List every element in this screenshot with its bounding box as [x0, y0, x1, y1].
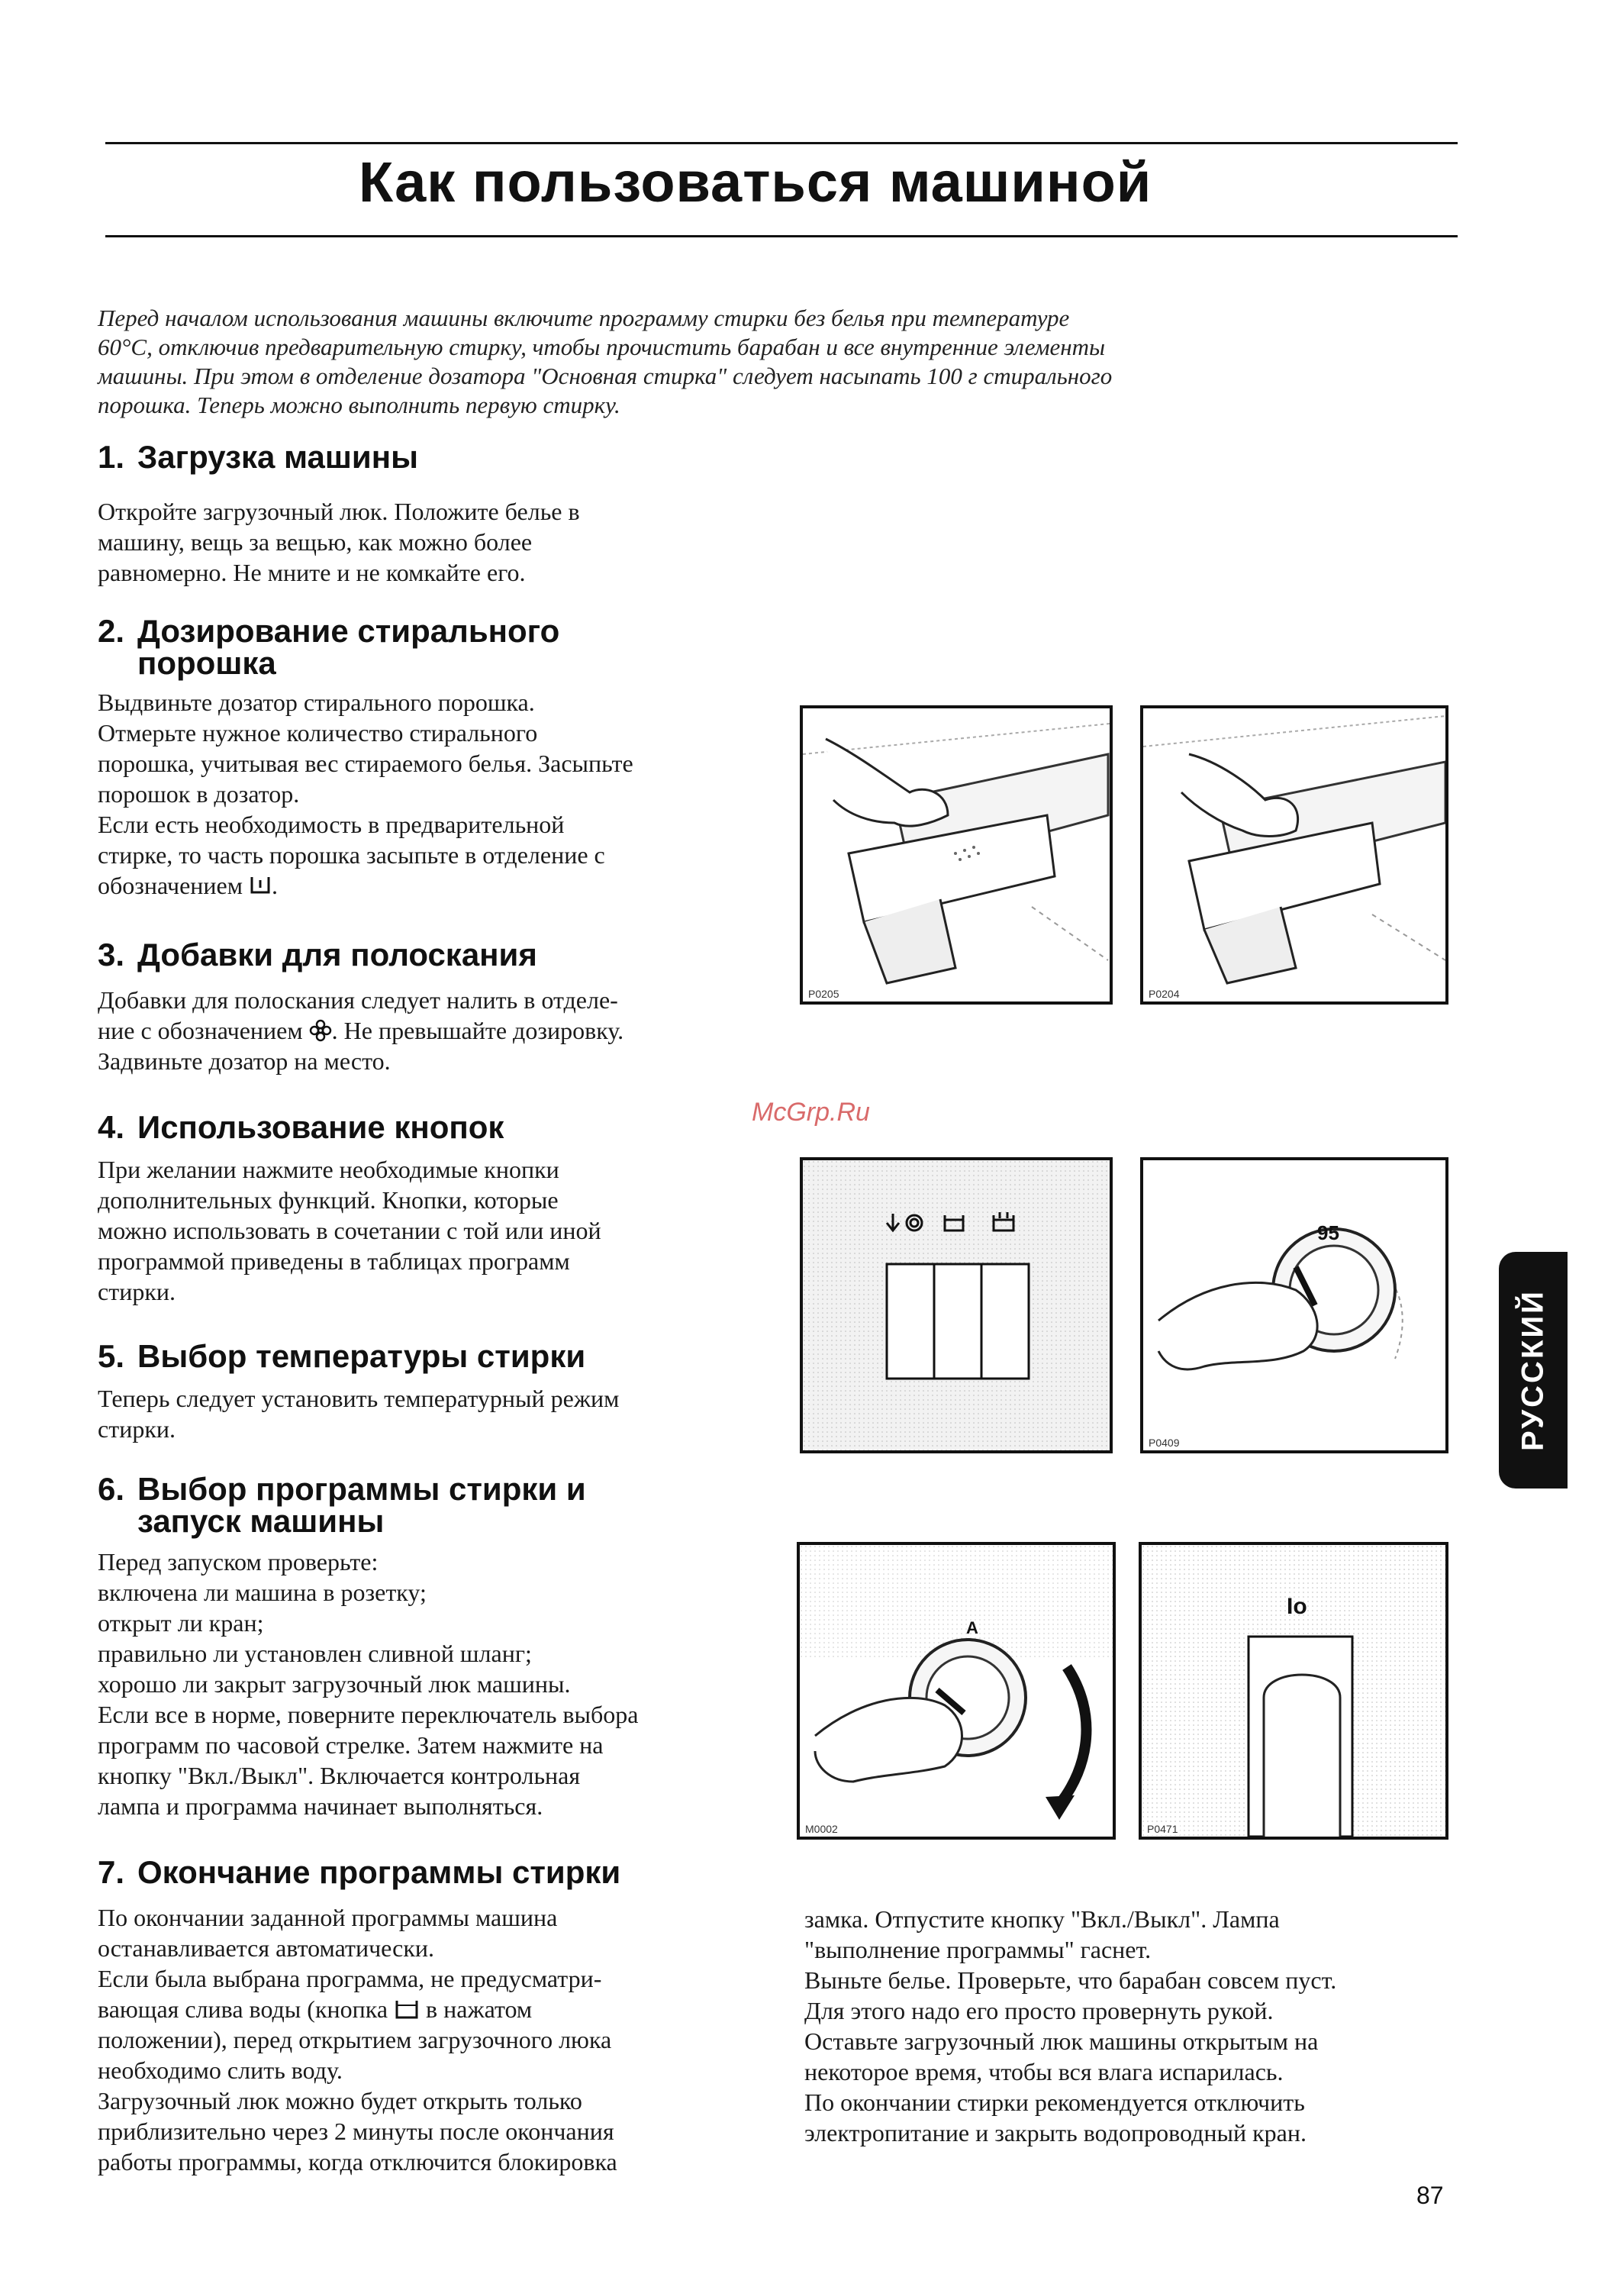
section-4-body: При желании нажмите необходимые кнопки дополнительных функций. Кнопки, которые можно использовать в сочетании с той или иной программой приведены в таблицах программ стирки.: [98, 1156, 601, 1305]
header-rule-top: [105, 142, 1458, 144]
section-7-right-column: замка. Отпустите кнопку "Вкл./Выкл". Лампа "выполнение программы" гаснет. Выньте белье. Проверьте, что барабан совсем пуст. Для этого надо его просто провернуть рукой. Оставьте загрузочный люк машины открытым на некоторое время, чтобы вся влага испарилась. По окончании стирки рекомендуется отключить электропитание и закрыть водопроводный кран.: [804, 1905, 1337, 2146]
page-number: 87: [1416, 2182, 1444, 2209]
dial-marking: 95: [1317, 1221, 1339, 1244]
header-rule-bottom: [105, 235, 1458, 237]
program-selector-drawing: [800, 1545, 1113, 1837]
figure-temperature-dial: [1140, 1157, 1448, 1453]
intro-paragraph: Перед началом использования машины включите программу стирки без белья при температуре 60°С, отключив предварительную стирку, чтобы прочистить барабан и все внутренние элементы машины. При этом в отделение дозатора "Основная стирка" следует насыпать 100 г стирального порошка. Теперь можно выполнить первую стирку.: [98, 305, 1113, 418]
figure-code: P0205: [806, 988, 841, 1000]
figure-code: P0471: [1145, 1823, 1180, 1835]
section-5-heading: 5. Выбор температуры стирки: [98, 1338, 586, 1374]
prewash-compartment-icon: [249, 874, 272, 897]
onoff-button-drawing: [1142, 1545, 1445, 1837]
figure-dispenser-open: [800, 705, 1113, 1005]
figure-code: P0409: [1146, 1437, 1181, 1449]
figure-onoff-button: [1139, 1542, 1448, 1840]
figure-code: P0204: [1146, 988, 1181, 1000]
section-3-heading: 3. Добавки для полоскания: [98, 937, 537, 972]
dispenser-pour-drawing: [1143, 708, 1445, 1001]
no-drain-button-icon: [394, 1998, 420, 2021]
page-title: Как пользоваться машиной: [359, 150, 1152, 214]
section-1-body: Откройте загрузочный люк. Положите белье в машину, вещь за вещью, как можно более равномерно. Не мните и не комкайте его.: [98, 498, 580, 586]
temperature-dial-drawing: [1143, 1160, 1445, 1450]
dial-marking: A: [966, 1618, 978, 1637]
section-2-body: Выдвиньте дозатор стирального порошка. Отмерьте нужное количество стирального порошка, учитывая вес стираемого белья. Засыпьте порошок в дозатор. Если есть необходимость в предварительной стирке, то часть порошка засыпьте в отделение с обозначением .: [98, 689, 633, 899]
section-7-heading: 7. Окончание программы стирки: [98, 1854, 621, 1890]
section-1-heading: 1. Загрузка машины: [98, 439, 418, 475]
figure-dispenser-pour: [1140, 705, 1448, 1005]
section-4-heading: 4. Использование кнопок: [98, 1109, 504, 1145]
section-6-heading: 6. Выбор программы стирки и запуск машины: [98, 1471, 586, 1539]
section-2-heading: 2. Дозирование стирального порошка: [98, 613, 560, 681]
section-5-body: Теперь следует установить температурный режим стирки.: [98, 1385, 620, 1443]
section-7-body: По окончании заданной программы машина останавливается автоматически. Если была выбрана программа, не предусматри- вающая слива воды (кнопка в нажатом положении), перед открытием загрузочного люка необходимо слить воду. Загрузочный люк можно будет открыть только приблизительно через 2 минуты после окончания работы программы, когда отключится блокировка: [98, 1904, 617, 2176]
softener-flower-icon: [309, 1019, 332, 1042]
section-6-body: Перед запуском проверьте: включена ли машина в розетку; открыт ли кран; правильно ли установлен сливной шланг; хорошо ли закрыт загрузочный люк машины. Если все в норме, поверните переключатель выбора программ по часовой стрелке. Затем нажмите на кнопку "Вкл./Выкл". Включается контрольная лампа и программа начинает выполняться.: [98, 1548, 639, 1820]
dispenser-drawing: [803, 708, 1110, 1001]
section-3-body: Добавки для полоскания следует налить в отделе- ние с обозначением . Не превышайте дозировку. Задвиньте дозатор на место.: [98, 986, 624, 1075]
watermark: McGrp.Ru: [752, 1098, 870, 1127]
figure-code: M0002: [803, 1823, 840, 1835]
buttons-panel-drawing: [803, 1160, 1110, 1450]
figure-program-selector: [797, 1542, 1116, 1840]
language-tab: РУССКИЙ: [1499, 1252, 1568, 1488]
figure-buttons-panel: [800, 1157, 1113, 1453]
button-label: Io: [1287, 1594, 1307, 1619]
